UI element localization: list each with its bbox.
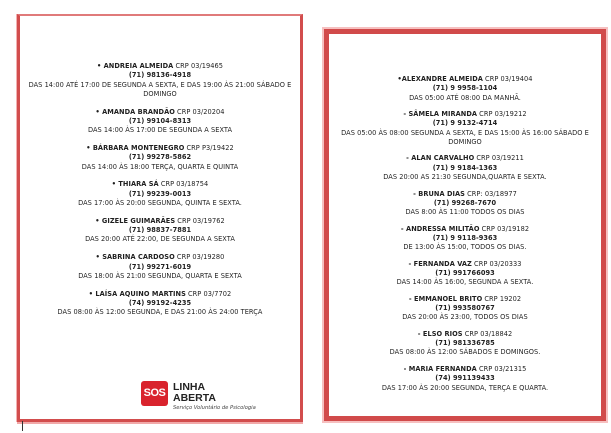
entry-phone: (71) 99239-0013 (128, 189, 192, 198)
entry (20, 217, 300, 245)
entry-phone: (71) 9 9132-4714 (432, 119, 498, 128)
logo-line-1: LINHA (173, 381, 206, 393)
entry-phone: (71) 991766093 (435, 268, 495, 277)
entry-name: • AMANDA BRANDÃO (95, 107, 175, 116)
logo-line-2: ABERTA (173, 392, 216, 404)
entry-crp: CRP 19202 (482, 294, 522, 303)
entry-schedule: DAS 14:00 ATÉ 17:00 DE SEGUNDA A SEXTA, E DAS 19:00 ÀS 21:00 SÁBADO E DOMINGO (28, 80, 292, 98)
entry-crp: CRP 03/19211 (474, 154, 524, 163)
entry-name: • GIZELE GUIMARÃES (95, 216, 176, 225)
entry-crp: CRP 03/19762 (175, 216, 225, 225)
entry-schedule: DAS 05:00 ÀS 08:00 SEGUNDA A SEXTA, E DAS 15:00 ÀS 16:00 SÁBADO E DOMINGO (341, 128, 589, 146)
text-cursor (22, 421, 23, 431)
entry-phone: (71) 99104-8313 (128, 116, 192, 125)
entry-schedule: DAS 18:00 ÀS 21:00 SEGUNDA, QUARTA E SEXTA (78, 271, 242, 280)
entry-name: - EMMANOEL BRITO (408, 294, 483, 303)
entry-schedule: DAS 08:00 ÀS 12:00 SÁBADOS E DOMINGOS. (389, 348, 541, 357)
entry-name: • LAÍSA AQUINO MARTINS (88, 289, 186, 298)
entry (329, 110, 601, 147)
entry (20, 144, 300, 172)
entry-crp: CRP P3/19422 (184, 144, 234, 153)
entry-phone: (71) 981336785 (435, 339, 495, 348)
entry-crp: CRP 03/19465 (173, 62, 223, 70)
entry-phone: (71) 99268-7670 (433, 198, 497, 207)
entry (329, 225, 601, 253)
entry-name: •ALEXANDRE ALMEIDA (397, 75, 483, 83)
entry-schedule: DAS 20:00 ÀS 23:00, TODOS OS DIAS (402, 313, 528, 322)
entry-crp: CRP: 03/18977 (464, 189, 517, 198)
entry-schedule: DAS 05:00 ATÉ 08:00 DA MANHÃ. (409, 93, 521, 102)
entry-schedule: DAS 14:00 ÀS 18:00 TERÇA, QUARTA E QUINTA (81, 162, 239, 171)
entry-crp: CRP 03/7702 (185, 289, 232, 298)
entry-crp: CRP 03/20204 (174, 107, 225, 116)
entry-name: - ALAN CARVALHO (406, 154, 475, 163)
entry-phone: (71) 98837-7881 (128, 226, 192, 235)
entry (329, 75, 601, 103)
sos-linha-aberta-logo (141, 379, 301, 419)
entry-schedule: DAS 17:00 ÀS 20:00 SEGUNDA, TERÇA E QUARTA. (381, 383, 549, 392)
entry-crp: CRP 03/18842 (462, 329, 513, 338)
entry-schedule: DAS 20:00 AS 21:30 SEGUNDA,QUARTA E SEXTA. (383, 173, 547, 182)
entry (20, 253, 300, 281)
entry (329, 295, 601, 323)
entry (329, 365, 601, 393)
entry-name: • BÁRBARA MONTENEGRO (86, 144, 185, 153)
left-entry-list (20, 62, 300, 326)
entry-schedule: DAS 14:00 ÀS 17:00 DE SEGUNDA A SEXTA (87, 126, 233, 135)
entry-crp: CRP 03/19182 (479, 224, 530, 233)
entry-phone: (71) 9 9958-1104 (432, 84, 498, 93)
right-entry-list (329, 75, 601, 400)
entry-name: • THIARA SÁ (111, 180, 159, 189)
entry-crp: CRP 03/19212 (477, 110, 527, 119)
entry-schedule: DAS 8:00 ÀS 11:00 TODOS OS DIAS (405, 208, 525, 217)
logo-subtitle: Serviço Voluntário de Psicologia (173, 405, 256, 411)
entry-schedule: DE 13:00 ÀS 15:00, TODOS OS DIAS. (403, 243, 527, 252)
entry-name: • ANDREIA ALMEIDA (97, 62, 174, 70)
entry-schedule: DAS 08:00 ÀS 12:00 SEGUNDA, E DAS 21:00 ÀS 24:00 TERÇA (57, 308, 263, 317)
right-card (324, 29, 606, 421)
entry-schedule: DAS 14:00 ÀS 16:00, SEGUNDA A SEXTA. (396, 278, 534, 287)
entry (20, 290, 300, 318)
entry-phone: (71) 99278-5862 (128, 153, 192, 162)
sos-badge: SOS (141, 381, 168, 406)
entry-crp: CRP 03/19404 (482, 75, 533, 83)
entry-name: - MARIA FERNANDA (403, 364, 477, 373)
entry-phone: (74) 991139433 (435, 374, 495, 383)
left-card (17, 14, 303, 422)
entry (20, 62, 300, 99)
entry-phone: (71) 9 9184-1363 (432, 163, 498, 172)
entry-schedule: DAS 17:00 ÀS 20:00 SEGUNDA, QUINTA E SEXTA. (78, 199, 242, 208)
entry-crp: CRP 03/19280 (174, 253, 225, 262)
entry-phone: (74) 99192-4235 (128, 298, 192, 307)
entry (20, 108, 300, 136)
entry-name: • SABRINA CARDOSO (95, 253, 175, 262)
entry-name: - ANDRESSA MILITÃO (400, 224, 480, 233)
entry (329, 330, 601, 358)
entry-phone: (71) 98136-4918 (128, 71, 192, 80)
entry (20, 180, 300, 208)
entry-crp: CRP 03/18754 (158, 180, 209, 189)
entry-schedule: DAS 20:00 ATÉ 22:00, DE SEGUNDA A SEXTA (85, 235, 235, 244)
entry-phone: (71) 993580767 (435, 304, 495, 313)
entry-phone: (71) 9 9118-9363 (432, 233, 498, 242)
entry-name: - BRUNA DIAS (413, 189, 465, 198)
entry-crp: CRP 03/20333 (471, 259, 522, 268)
entry-phone: (71) 99271-6019 (128, 262, 192, 271)
entry-crp: CRP 03/21315 (476, 364, 527, 373)
entry-name: - ELSO RIOS (417, 329, 463, 338)
entry-name: - SÂMELA MIRANDA (403, 110, 478, 119)
entry (329, 154, 601, 182)
entry-name: - FERNANDA VAZ (408, 259, 472, 268)
entry (329, 190, 601, 218)
entry (329, 260, 601, 288)
